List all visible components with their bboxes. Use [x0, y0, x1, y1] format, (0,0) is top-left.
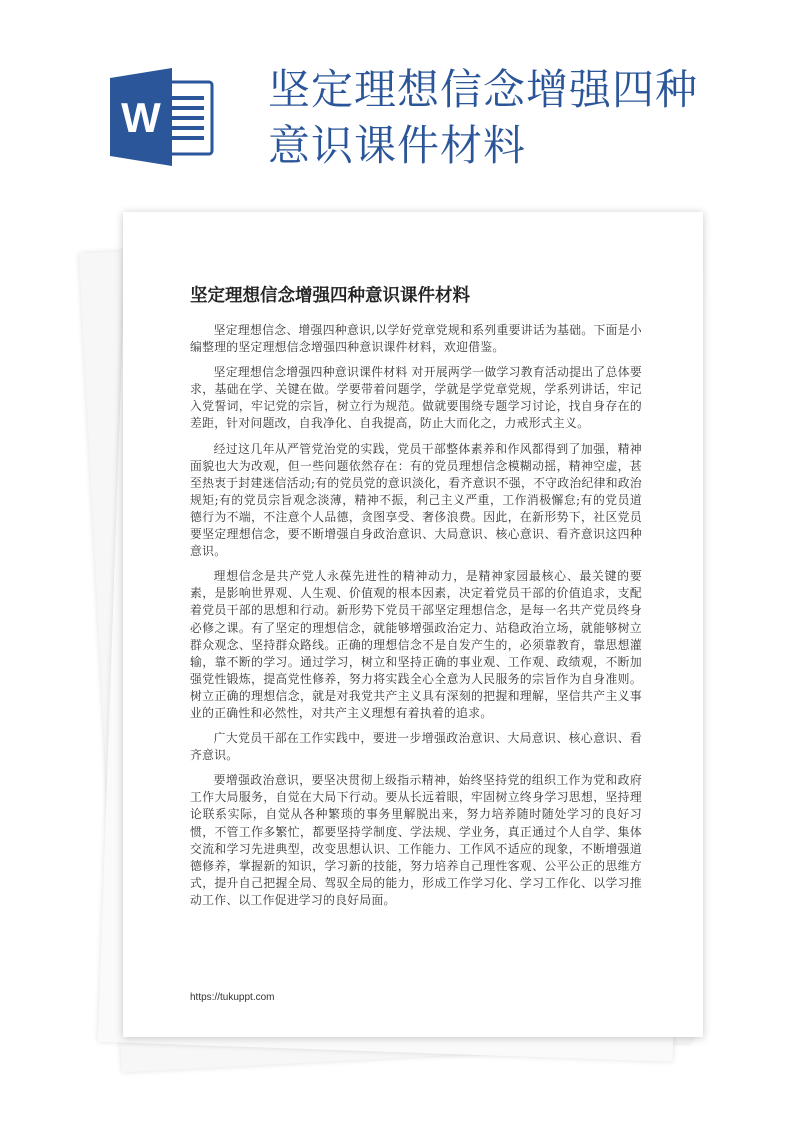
footer-url[interactable]: https://tukuppt.com	[190, 992, 275, 1003]
paragraph-problems: 经过这几年从严管党治党的实践，党员干部整体素养和作风都得到了加强，精神面貌也大为改观，但一些问题依然存在：有的党员理想信念模糊动摇，精神空虚，甚至热衷于封建迷信活动;有的党员党的意识淡化，看齐意识不强，不守政治纪律和政治规矩;有的党员宗旨观念淡薄，精神不振，利己主义严重，工作消极懈怠;有的党员道德行为不端，不注意个人品德，贪图享受、奢侈浪费。因此，在新形势下，社区党员要坚定理想信念，要不断增强自身政治意识、大局意识、核心意识、看齐意识这四种意识。	[190, 441, 642, 559]
document-title: 坚定理想信念增强四种意识课件材料	[190, 286, 470, 306]
paragraph-intro: 坚定理想信念、增强四种意识,以学好党章党规和系列重要讲话为基础。下面是小编整理的坚定理想信念增强四种意识课件材料，欢迎借鉴。	[190, 323, 642, 355]
paragraph-ideals: 理想信念是共产党人永葆先进性的精神动力，是精神家园最核心、最关键的要素，是影响世界观、人生观、价值观的根本因素，决定着党员干部的价值追求，支配着党员干部的思想和行动。新形势下党员干部坚定理想信念，是每一名共产党员终身必修之课。有了坚定的理想信念，就能够增强政治定力、站稳政治立场，就能够树立群众观念、坚持群众路线。正确的理想信念不是自发产生的，必须靠教育，靠思想灌输，靠不断的学习。通过学习，树立和坚持正确的事业观、工作观、政绩观，不断加强党性锻炼，提高党性修养，努力将实践全心全意为人民服务的宗旨作为自身准则。树立正确的理想信念，就是对我党共产主义具有深刻的把握和理解，坚信共产主义事业的正确性和必然性，对共产主义理想有着执着的追求。	[190, 569, 642, 720]
paragraph-political-awareness: 要增强政治意识，要坚决贯彻上级指示精神，始终坚持党的组织工作为党和政府工作大局服务，自觉在大局下行动。要从长远着眼，牢固树立终身学习思想，坚持理论联系实际，自觉从各种繁琐的事务里解脱出来，努力培养随时随处学习的良好习惯，不管工作多繁忙，都要坚持学制度、学法规、学业务，真正通过个人自学、集体交流和学习先进典型，改变思想认识、工作能力、工作风不适应的现象，不断增强道德修养，掌握新的知识，学习新的技能，努力培养自己理性客观、公平公正的思维方式，提升自己把握全局、驾驭全局的能力，形成工作学习化、学习工作化、以学习推动工作、以工作促进学习的良好局面。	[190, 773, 642, 907]
paragraph-requirements: 坚定理想信念增强四种意识课件材料 对开展两学一做学习教育活动提出了总体要求，基础在学、关键在做。学要带着问题学，学就是学党章党规，学系列讲话，牢记入党誓词，牢记党的宗旨，树立行为规范。做就要围绕专题学习讨论，找自身存在的差距，针对问题改，自我净化、自我提高，防止大而化之，力戒形式主义。	[190, 365, 642, 431]
word-icon-letter: W	[121, 94, 161, 141]
word-document-icon	[110, 68, 216, 166]
page-title: 坚定理想信念增强四种意识课件材料	[268, 65, 699, 170]
document-page	[123, 212, 703, 1037]
document-body	[190, 322, 642, 917]
paragraph-four-awareness: 广大党员干部在工作实践中，要进一步增强政治意识、大局意识、核心意识、看齐意识。	[190, 731, 642, 763]
